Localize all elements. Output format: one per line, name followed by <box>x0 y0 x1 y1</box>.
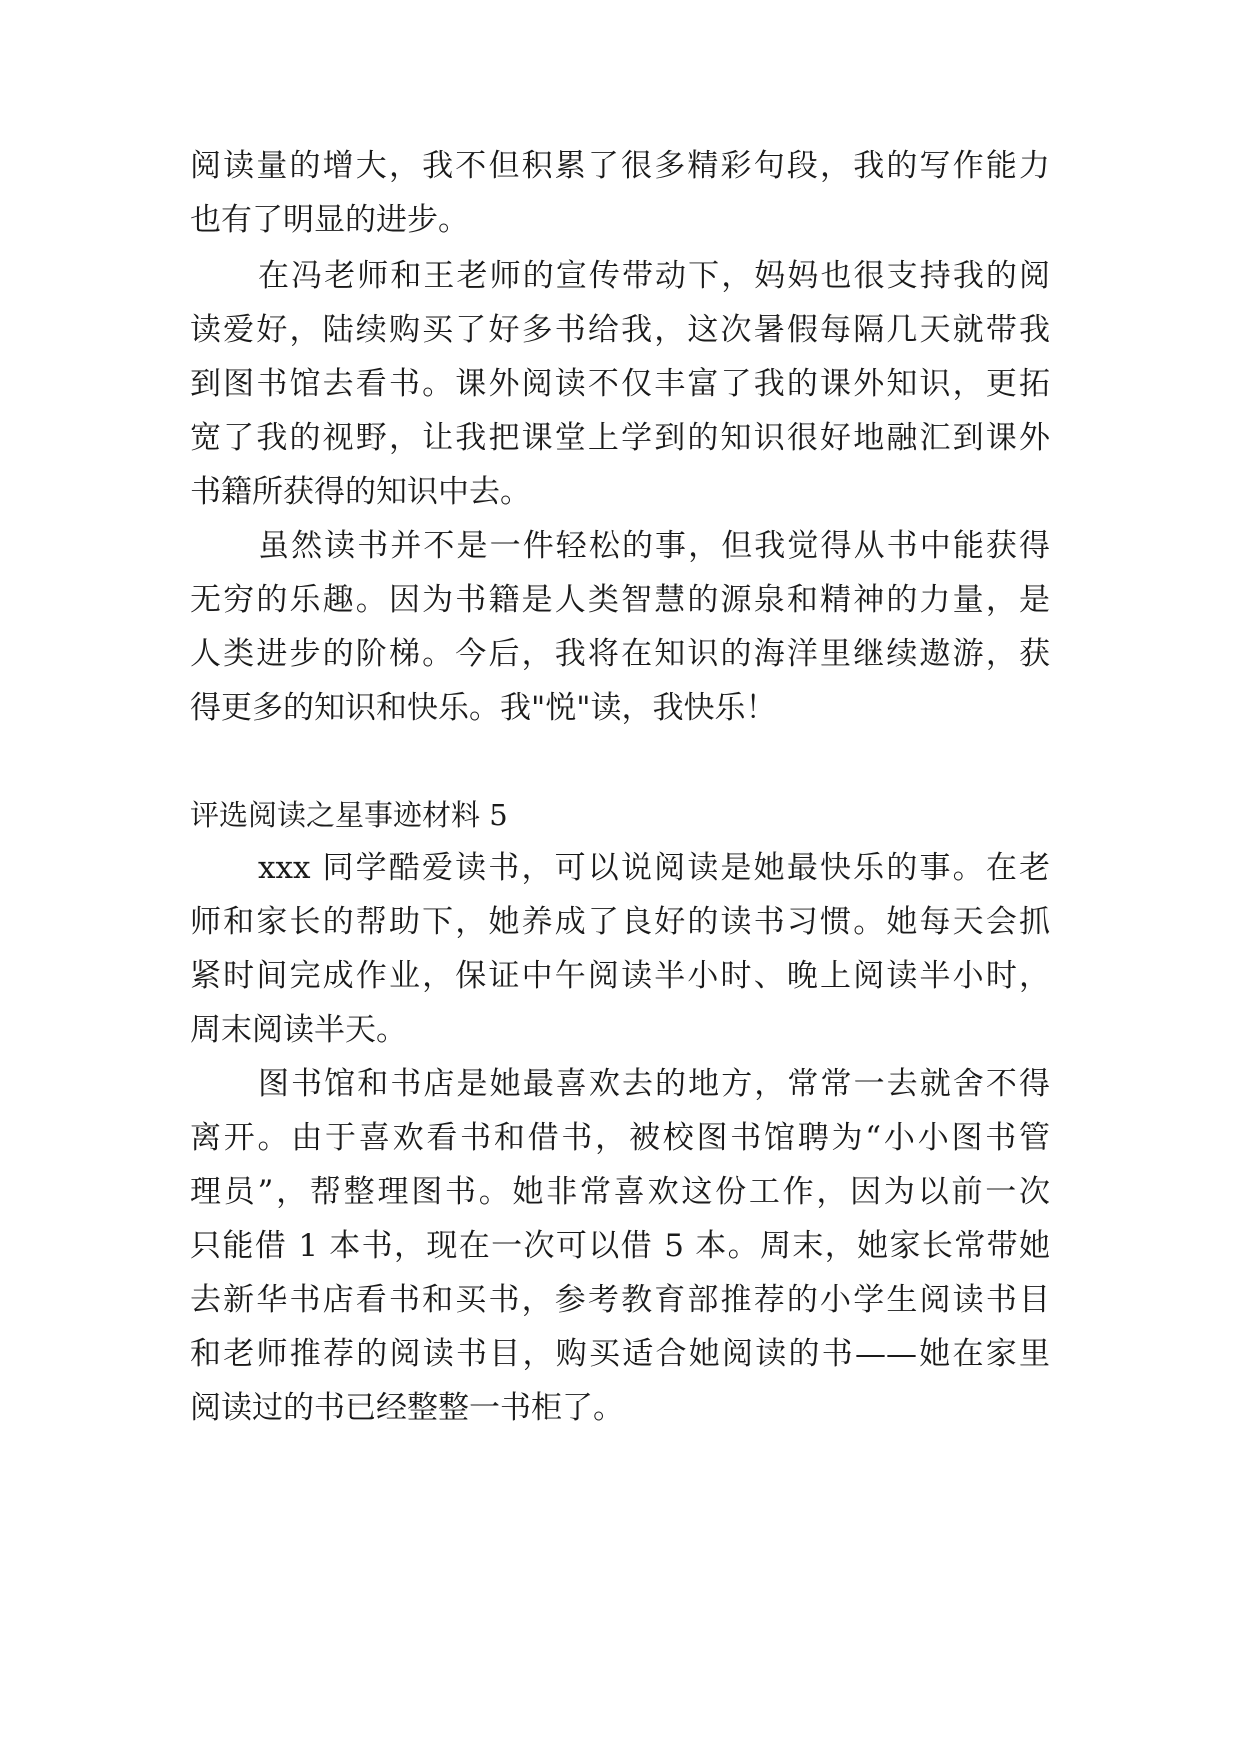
paragraph-line: 在冯老师和王老师的宣传带动下，妈妈也很支持我的阅 <box>258 258 1050 294</box>
paragraph-line: 书籍所获得的知识中去。 <box>190 474 531 510</box>
paragraph-line: 读爱好，陆续购买了好多书给我，这次暑假每隔几天就带我 <box>190 312 1050 348</box>
section-heading: 评选阅读之星事迹材料 5 <box>190 798 508 832</box>
paragraph-line: 得更多的知识和快乐。我"悦"读，我快乐！ <box>190 690 777 726</box>
paragraph-line: 图书馆和书店是她最喜欢去的地方，常常一去就舍不得 <box>258 1066 1050 1102</box>
paragraph-line: 只能借 1 本书，现在一次可以借 5 本。周末，她家长常带她 <box>190 1228 1050 1264</box>
paragraph-line: 到图书馆去看书。课外阅读不仅丰富了我的课外知识，更拓 <box>190 366 1050 402</box>
paragraph-line: 虽然读书并不是一件轻松的事，但我觉得从书中能获得 <box>258 528 1050 564</box>
paragraph-line: 紧时间完成作业，保证中午阅读半小时、晚上阅读半小时， <box>190 958 1050 994</box>
paragraph-line: 也有了明显的进步。 <box>190 202 469 238</box>
paragraph-line: 阅读量的增大，我不但积累了很多精彩句段，我的写作能力 <box>190 148 1050 184</box>
paragraph-line: 离开。由于喜欢看书和借书，被校图书馆聘为“小小图书管 <box>190 1120 1050 1156</box>
paragraph-line: 和老师推荐的阅读书目，购买适合她阅读的书——她在家里 <box>190 1336 1050 1372</box>
paragraph-line: 无穷的乐趣。因为书籍是人类智慧的源泉和精神的力量，是 <box>190 582 1050 618</box>
paragraph-line: 宽了我的视野，让我把课堂上学到的知识很好地融汇到课外 <box>190 420 1050 456</box>
paragraph-line: 阅读过的书已经整整一书柜了。 <box>190 1390 624 1426</box>
paragraph-line: 人类进步的阶梯。今后，我将在知识的海洋里继续遨游，获 <box>190 636 1050 672</box>
paragraph-line: 理员”，帮整理图书。她非常喜欢这份工作，因为以前一次 <box>190 1174 1050 1210</box>
paragraph-line: xxx 同学酷爱读书，可以说阅读是她最快乐的事。在老 <box>258 850 1050 886</box>
paragraph-line: 周末阅读半天。 <box>190 1012 407 1048</box>
paragraph-line: 师和家长的帮助下，她养成了良好的读书习惯。她每天会抓 <box>190 904 1050 940</box>
paragraph-line: 去新华书店看书和买书，参考教育部推荐的小学生阅读书目 <box>190 1282 1050 1318</box>
